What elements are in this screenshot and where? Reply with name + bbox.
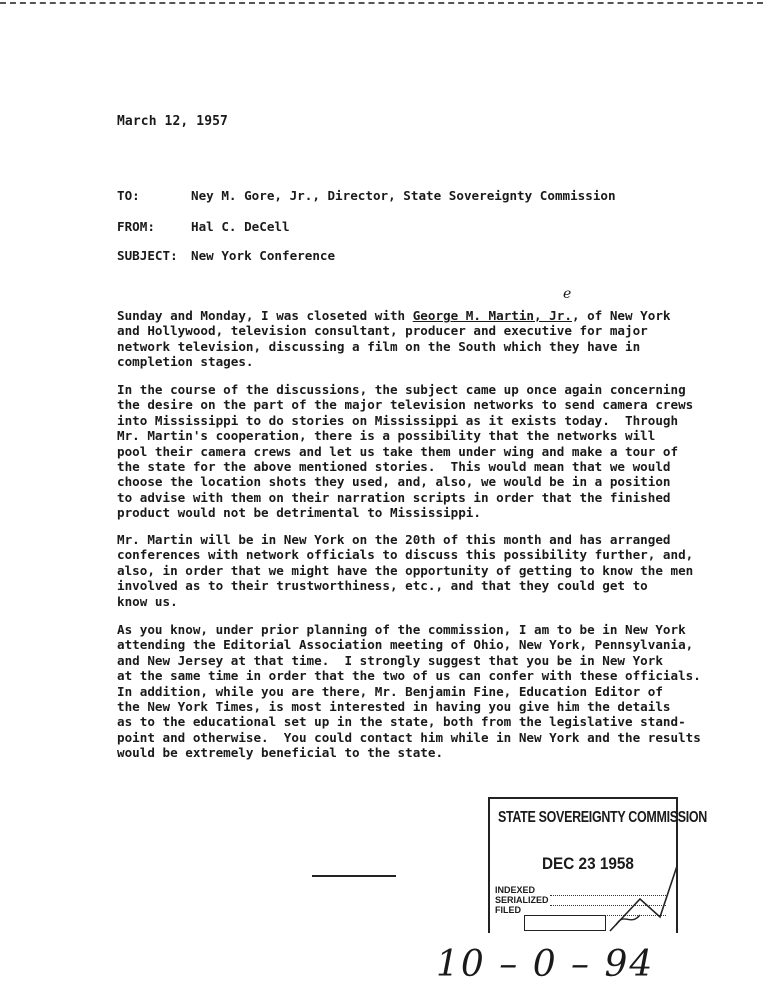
stamp-serialized: SERIALIZED <box>495 895 549 905</box>
to-value: Ney M. Gore, Jr., Director, State Sovereignty Commission <box>191 188 616 203</box>
body-line: Sunday and Monday, I was closeted with George M. Martin, Jr., of New York <box>117 308 671 323</box>
body-line: Mr. Martin will be in New York on the 20th of this month and has arranged <box>117 532 671 547</box>
from-value: Hal C. DeCell <box>191 219 290 234</box>
body-line: product would not be detrimental to Mississippi. <box>117 505 481 521</box>
subject-label: SUBJECT: <box>117 248 178 263</box>
memo-date: March 12, 1957 <box>117 114 228 129</box>
stamp-indexed: INDEXED <box>495 885 536 895</box>
from-label: FROM: <box>117 219 155 234</box>
body-line: Mr. Martin's cooperation, there is a possibility that the networks will <box>117 428 656 444</box>
paragraph-3 <box>117 532 707 609</box>
subject-value: New York Conference <box>191 248 336 263</box>
body-line: into Mississippi to do stories on Mississippi as it exists today. Through <box>117 412 679 428</box>
body-line: to advise with them on their narration scripts in order that the finished <box>117 489 671 505</box>
body-line: and Hollywood, television consultant, producer and executive for major <box>117 323 648 339</box>
body-line: would be extremely beneficial to the state. <box>117 745 444 761</box>
handwritten-file-number: 10 – 0 – 94 <box>436 944 655 985</box>
margin-mark: e <box>563 286 572 302</box>
body-line: know us. <box>117 593 178 609</box>
body-line: the desire on the part of the major television networks to send camera crews <box>117 397 694 413</box>
body-line: at the same time in order that the two of us can confer with these officials. <box>117 668 701 684</box>
commission-stamp <box>488 797 708 933</box>
body-line: network television, discussing a film on the South which they have in <box>117 338 641 354</box>
body-line: completion stages. <box>117 354 254 370</box>
body-line: the New York Times, is most interested in having you give him the details <box>117 699 671 715</box>
body-line: pool their camera crews and let us take them under wing and make a tour of <box>117 443 679 459</box>
body-line: the state for the above mentioned stories. This would mean that we would <box>117 459 671 475</box>
body-line: As you know, under prior planning of the commission, I am to be in New York <box>117 622 686 637</box>
underlined-name: George M. Martin, Jr. <box>412 308 572 323</box>
paragraph-2 <box>117 382 707 521</box>
body-line: involved as to their trustworthiness, etc., and that they could get to <box>117 578 648 594</box>
body-line: conferences with network officials to discuss this possibility further, and, <box>117 547 694 563</box>
stamp-title: STATE SOVEREIGNTY COMMISSION <box>498 809 708 826</box>
body-line: also, in order that we might have the opportunity of getting to know the men <box>117 562 694 578</box>
body-line: In addition, while you are there, Mr. Benjamin Fine, Education Editor of <box>117 683 663 699</box>
signature-line <box>312 875 396 877</box>
stamp-check-scribble-icon <box>490 799 676 933</box>
perforation-edge <box>0 2 763 4</box>
body-line: attending the Editorial Association meeting of Ohio, New York, Pennsylvania, <box>117 637 694 653</box>
paragraph-4 <box>117 622 707 761</box>
stamp-filed: FILED <box>495 905 521 915</box>
body-line: and New Jersey at that time. I strongly suggest that you be in New York <box>117 652 663 668</box>
body-line: choose the location shots they used, and, also, we would be in a position <box>117 474 671 490</box>
body-line: In the course of the discussions, the subject came up once again concerning <box>117 382 686 397</box>
body-line: as to the educational set up in the state, both from the legislative stand- <box>117 714 686 730</box>
paragraph-1 <box>117 308 707 370</box>
to-label: TO: <box>117 188 140 203</box>
stamp-date: DEC 23 1958 <box>542 854 634 873</box>
body-line: point and otherwise. You could contact him while in New York and the results <box>117 729 701 745</box>
